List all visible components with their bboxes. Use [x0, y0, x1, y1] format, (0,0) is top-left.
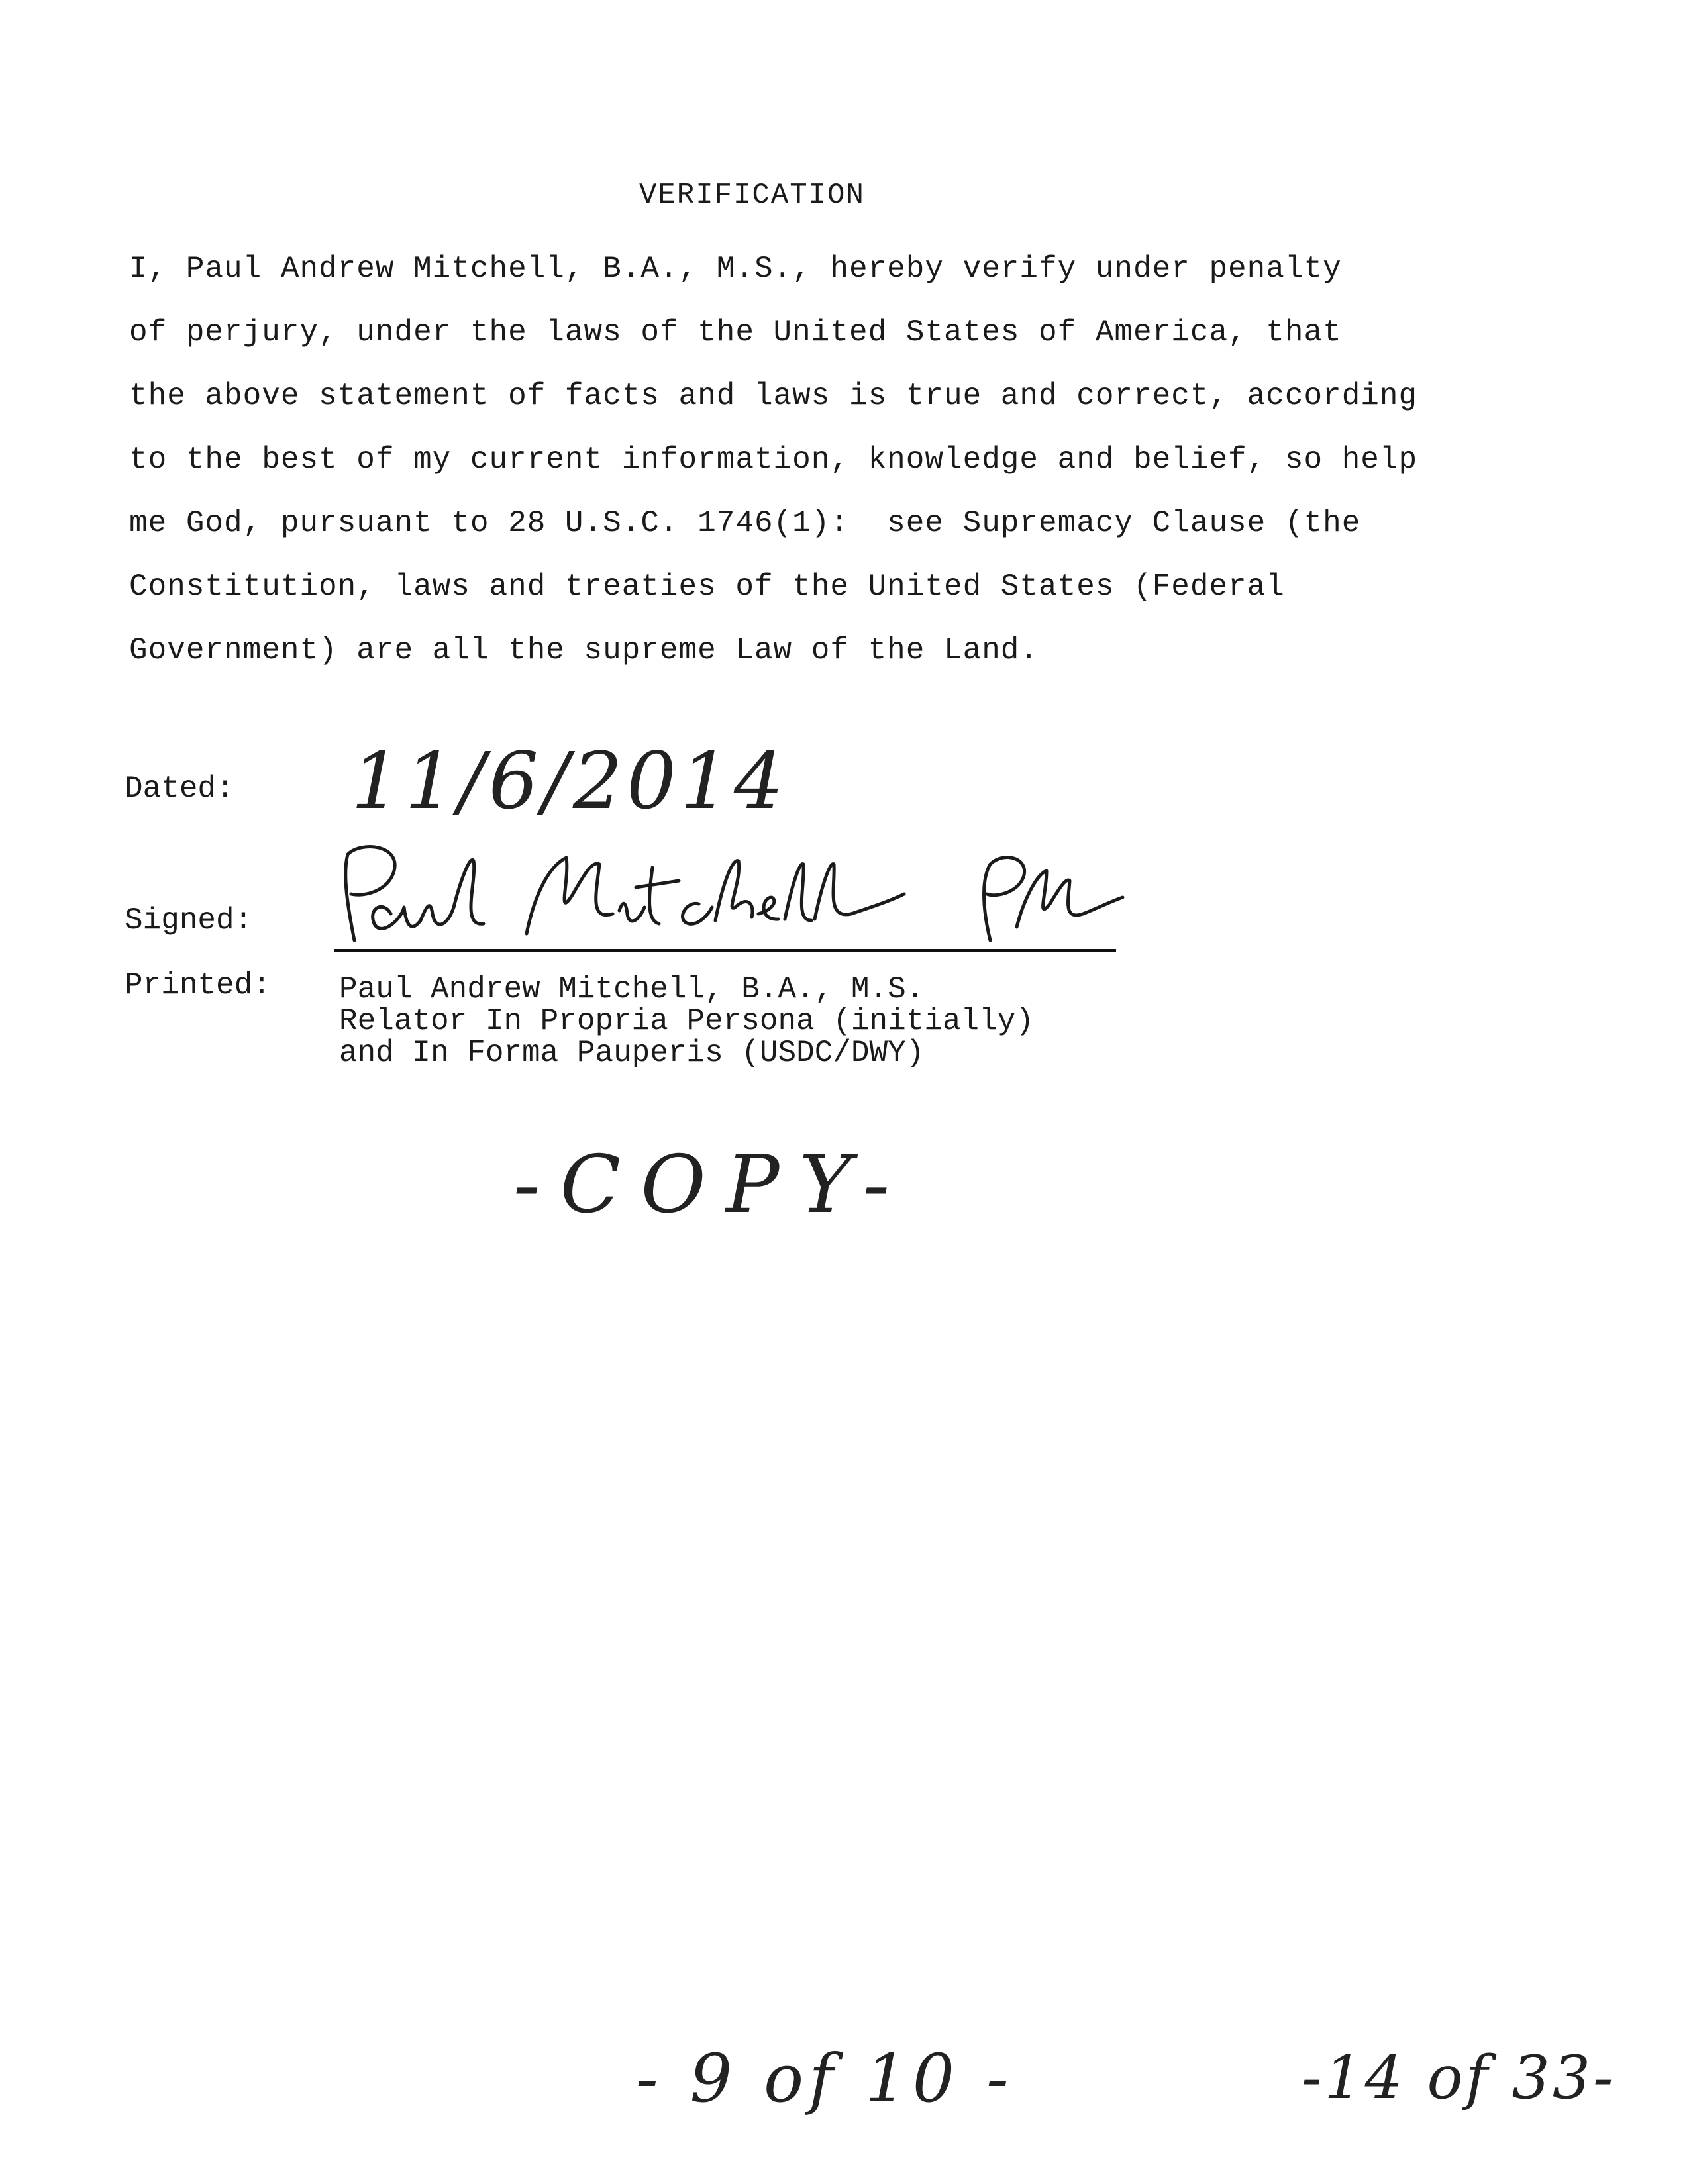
dated-label: Dated: [125, 771, 234, 806]
body-line: to the best of my current information, knowledge and belief, so help [129, 442, 1418, 477]
body-line: of perjury, under the laws of the United States of America, that [129, 315, 1342, 350]
printed-name-line: Paul Andrew Mitchell, B.A., M.S. [339, 972, 925, 1007]
printed-status-line: and In Forma Pauperis (USDC/DWY) [339, 1036, 925, 1070]
signature-image [328, 841, 1129, 957]
printed-role-line: Relator In Propria Persona (initially) [339, 1004, 1034, 1038]
body-line: Government) are all the supreme Law of the Land. [129, 633, 1039, 668]
verification-title: VERIFICATION [639, 179, 865, 212]
page-mark-right: -14 of 33- [1302, 2043, 1616, 2112]
signed-label: Signed: [125, 903, 253, 938]
signature-line [334, 949, 1116, 952]
dated-value: 11/6/2014 [351, 735, 788, 826]
body-line: I, Paul Andrew Mitchell, B.A., M.S., hereby verify under penalty [129, 252, 1342, 286]
body-line: Constitution, laws and treaties of the United States (Federal [129, 570, 1285, 604]
page-mark-left: - 9 of 10 - [636, 2040, 1014, 2117]
body-line: the above statement of facts and laws is true and correct, according [129, 379, 1418, 413]
body-line: me God, pursuant to 28 U.S.C. 1746(1): see Supremacy Clause (the [129, 506, 1361, 540]
printed-label: Printed: [125, 968, 271, 1003]
copy-handwritten-mark: -COPY- [513, 1139, 910, 1231]
